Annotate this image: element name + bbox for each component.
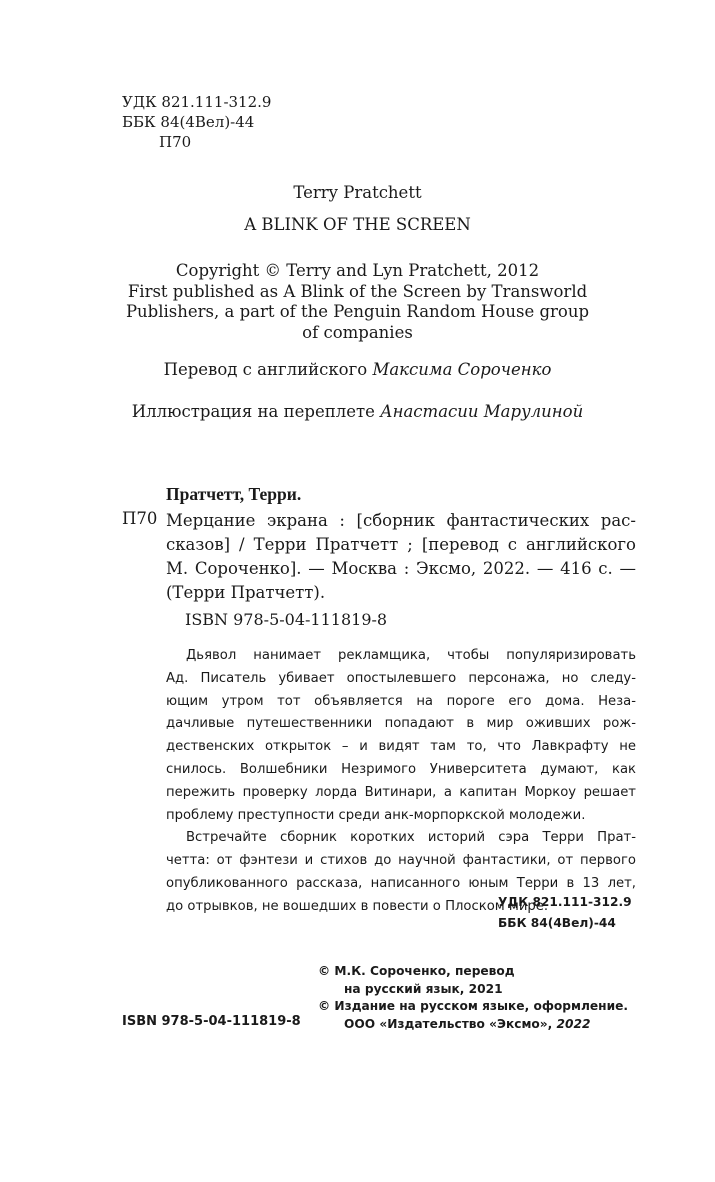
annotation-line: дачливые путешественники попадают в мир оживших рож- xyxy=(166,716,636,732)
edition-copyright: © Издание на русском языке, оформление. xyxy=(318,999,629,1013)
udk-code-top: УДК 821.111-312.9 xyxy=(122,93,272,111)
annotation-line: снилось. Волшебники Незримого Университета думают, как xyxy=(166,761,636,777)
author-mark-top: П70 xyxy=(159,133,192,151)
copyright-notice xyxy=(318,963,628,1033)
bbk-code-bottom: ББК 84(4Вел)-44 xyxy=(498,916,616,930)
publisher-line xyxy=(318,1016,628,1034)
copyright-line: of companies xyxy=(302,322,413,342)
isbn-bottom: ISBN 978-5-04-111819-8 xyxy=(122,1014,301,1029)
copyright-line: Publishers, a part of the Penguin Random House group xyxy=(125,302,590,321)
annotation-line: ющим утром тот объявляется на пороге его дома. Неза- xyxy=(166,693,636,709)
annotation-line: пережить проверку лорда Витинари, а капитан Моркоу решает xyxy=(166,784,636,800)
bibliography-line: М. Сороченко]. — Москва : Эксмо, 2022. — 416 с. — xyxy=(166,559,636,578)
copyright-line: Copyright © Terry and Lyn Pratchett, 2012 xyxy=(175,261,540,280)
annotation-line: дественских открыток – и видят там то, что Лавкрафту не xyxy=(166,739,636,755)
copyright-line: First published as A Blink of the Screen by Transworld xyxy=(127,281,588,301)
title-en: A BLINK OF THE SCREEN xyxy=(244,215,471,234)
udk-code-bottom: УДК 821.111-312.9 xyxy=(498,895,632,909)
translation-copyright-cont: на русский язык, 2021 xyxy=(344,981,503,996)
bibliography-line: (Терри Пратчетт). xyxy=(166,583,326,602)
translator-name: Максима Сороченко xyxy=(372,360,552,379)
illustration-credit xyxy=(0,402,715,421)
publisher-name: ООО «Издательство «Эксмо», xyxy=(344,1016,557,1031)
translation-credit xyxy=(0,360,715,379)
annotation xyxy=(166,645,636,919)
bbk-code-top: ББК 84(4Вел)-44 xyxy=(122,113,255,131)
publication-year: 2022 xyxy=(556,1016,591,1031)
bibliography-description xyxy=(166,509,636,605)
bibliography-line: Мерцание экрана : [сборник фантастических рас- xyxy=(166,511,636,530)
top-classification-index xyxy=(122,92,271,152)
annotation-line: проблему преступности среди анк-морпоркской молодежи. xyxy=(166,807,586,823)
annotation-line: до отрывков, не вошедших в повести о Плоском мире. xyxy=(166,898,549,914)
annotation-line: опубликованного рассказа, написанного юным Терри в 13 лет, xyxy=(166,875,636,891)
bibliography-code: П70 xyxy=(122,509,158,528)
bibliography-isbn: ISBN 978-5-04-111819-8 xyxy=(185,610,388,629)
author-en: Terry Pratchett xyxy=(293,183,422,202)
annotation-line: Дьявол нанимает рекламщика, чтобы популяризировать xyxy=(186,648,636,663)
illustration-prefix: Иллюстрация на переплете xyxy=(131,402,375,421)
bibliography-author: Пратчетт, Терри. xyxy=(166,484,302,504)
translation-prefix: Перевод с английского xyxy=(163,360,368,379)
translation-copyright: © М.К. Сороченко, перевод xyxy=(318,964,515,978)
bibliography-line: сказов] / Терри Пратчетт ; [перевод с английского xyxy=(166,535,636,554)
annotation-line: Ад. Писатель убивает опостылевшего персонажа, но следу- xyxy=(166,670,636,686)
annotation-line: Встречайте сборник коротких историй сэра Терри Прат- xyxy=(186,830,636,846)
copyright-credits xyxy=(0,261,715,343)
bottom-classification-index xyxy=(498,892,632,934)
annotation-line: четта: от фэнтези и стихов до научной фантастики, от первого xyxy=(166,853,636,869)
illustrator-name: Анастасии Марулиной xyxy=(380,402,584,421)
